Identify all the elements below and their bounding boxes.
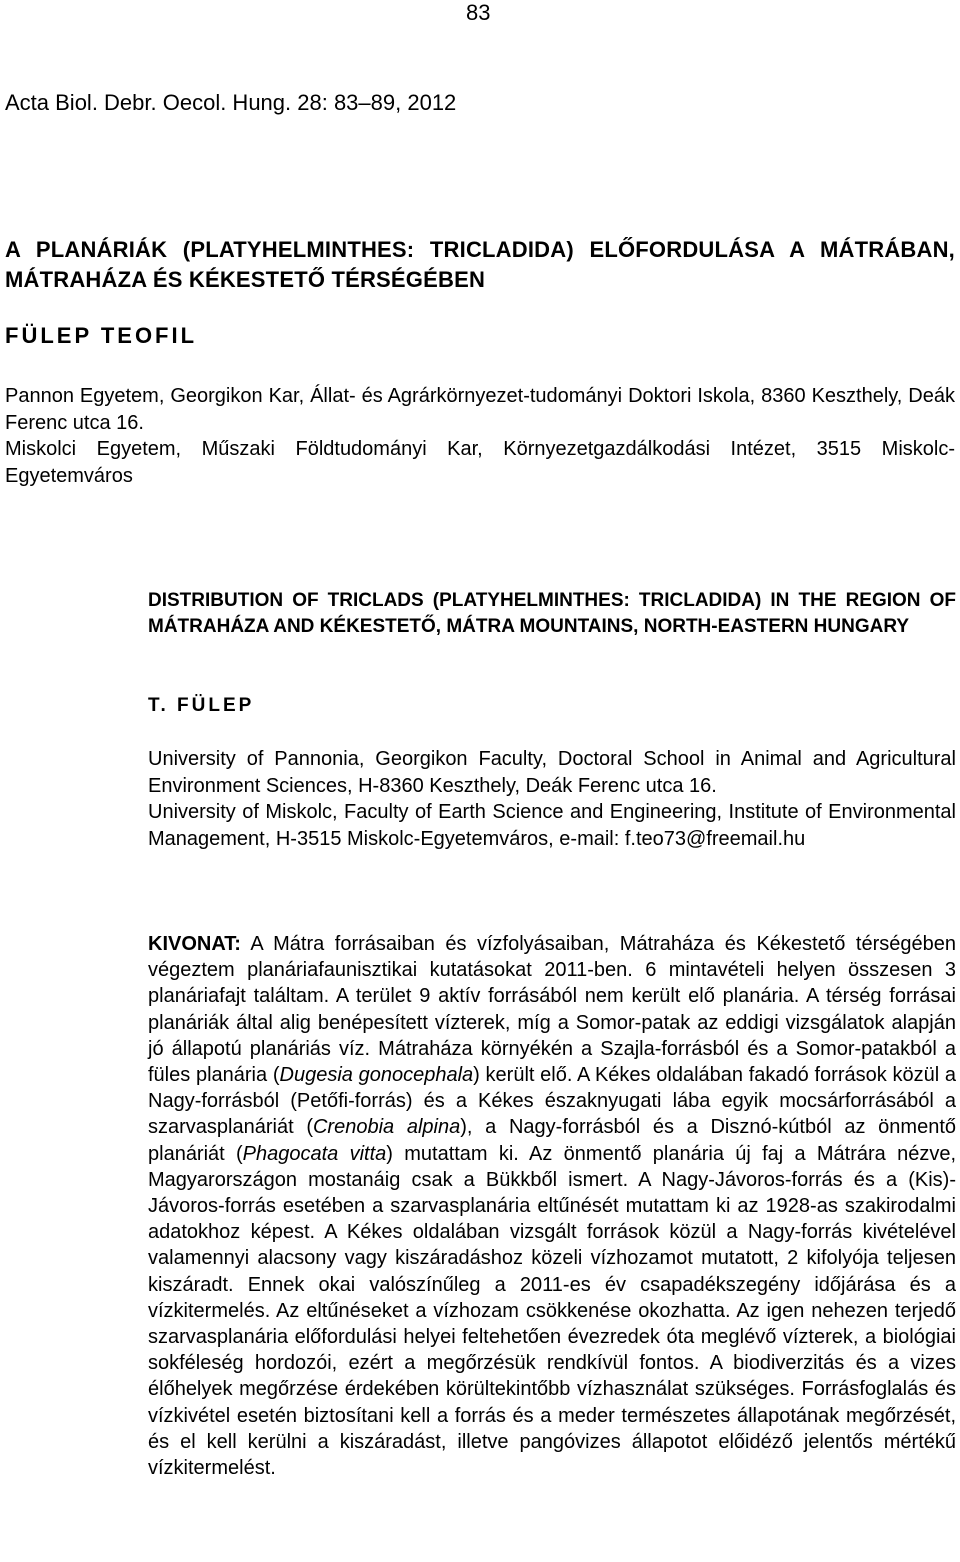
hungarian-title: A PLANÁRIÁK (PLATYHELMINTHES: TRICLADIDA) ELŐFORDULÁSA A MÁTRÁBAN, MÁTRAHÁZA ÉS KÉKESTETŐ TÉRSÉGÉBEN [5, 237, 955, 292]
abstract [148, 931, 956, 1481]
species-crenobia-alpina: Crenobia alpina [312, 1116, 461, 1139]
hungarian-affiliation-1: Pannon Egyetem, Georgikon Kar, Állat- és Agrárkörnyezet-tudományi Doktori Iskola, 8360 Keszthely, Deák Ferenc utca 16. [5, 385, 955, 434]
english-author: T. FÜLEP [148, 695, 255, 716]
journal-reference: Acta Biol. Debr. Oecol. Hung. 28: 83–89, 2012 [5, 90, 457, 115]
abstract-text-2: ) került elő. A Kékes oldalában fakadó források közül a Nagy-forrásból (Petőfi-forrás) és a Kékes északnyugati lába egyik mocsárforrásából a szarvasplanáriát ( [148, 1064, 956, 1139]
english-affiliations [148, 746, 956, 852]
abstract-text-3: ), a Nagy-forrásból és a Disznó-kútból az önmentő planáriát ( [148, 1116, 956, 1165]
page-number: 83 [466, 0, 491, 25]
abstract-paragraph [148, 931, 956, 1481]
species-dugesia-gonocephala: Dugesia gonocephala [279, 1064, 474, 1087]
hungarian-affiliations [5, 383, 955, 489]
abstract-text-4: ) mutattam ki. Az önmentő planária új faj a Mátrára nézve, Magyarországon mostanáig csak a Bükkből ismert. A Nagy-Jávoros-forrás és a (Kis)-Jávoros-forrás esetében a szarvasplanária eltűnését mutattam ki az 1928-as szakirodalmi adatokhoz képest. A Kékes oldalában vizsgált források közül a Nagy-forrás kivételével valamennyi alacsony vagy kiszáradáshoz közeli vízhozamot mutatott, 2 kifolyója teljesen kiszáradt. Ennek okai valószínűleg a 2011-es év csapadékszegény időjárása és a vízkitermelés. Az eltűnéseket a vízhozam csökkenése okozhatta. Az igen nehezen terjedő szarvasplanária előfordulási helyei feltehetően évezredek óta meglévő vízterek, a biológiai sokféleség hordozói, ezért a megőrzésük rendkívül fontos. A biodiverzitás és a vizes élőhelyek megőrzése érdekében körültekintőbb vízhasználat szükséges. Forrásfoglalás és vízkivétel esetén biztosítani kell a forrás és a meder természetes állapotának megőrzését, és el kell kerülni a kiszáradást, illetve pangóvizes állapotot előidéző jelentős mértékű vízkitermelést. [148, 1142, 957, 1480]
abstract-text-1: A Mátra forrásaiban és vízfolyásaiban, Mátraháza és Kékestető térségében végeztem planáriafaunisztikai kutatásokat 2011-ben. 6 mintavételi helyen összesen 3 planáriafajt találtam. A terület 9 aktív forrásából nem került elő planária. A térség forrásai planáriák által alig benépesített vízterek, míg a Somor-patak az eddigi vizsgálatok alapján jó állapotú planáriás víz. Mátraháza környékén a Szajla-forrásból és a Somor-patakból a füles planária ( [148, 933, 956, 1087]
english-title: DISTRIBUTION OF TRICLADS (PLATYHELMINTHES: TRICLADIDA) IN THE REGION OF MÁTRAHÁZA AND KÉKESTETŐ, MÁTRA MOUNTAINS, NORTH-EASTERN HUNGARY [148, 590, 956, 637]
hungarian-author: FÜLEP TEOFIL [5, 323, 198, 348]
english-affiliation-2: University of Miskolc, Faculty of Earth Science and Engineering, Institute of Environmental Management, H-3515 Miskolc-Egyetemváros, e-mail: f.teo73@freemail.hu [148, 801, 956, 850]
species-phagocata-vitta: Phagocata vitta [242, 1142, 387, 1165]
abstract-label: KIVONAT: [148, 933, 241, 955]
hungarian-affiliation-2: Miskolci Egyetem, Műszaki Földtudományi Kar, Környezetgazdálkodási Intézet, 3515 Miskolc-Egyetemváros [5, 438, 955, 487]
english-affiliation-1: University of Pannonia, Georgikon Faculty, Doctoral School in Animal and Agricultural Environment Sciences, H-8360 Keszthely, Deák Ferenc utca 16. [148, 748, 956, 797]
